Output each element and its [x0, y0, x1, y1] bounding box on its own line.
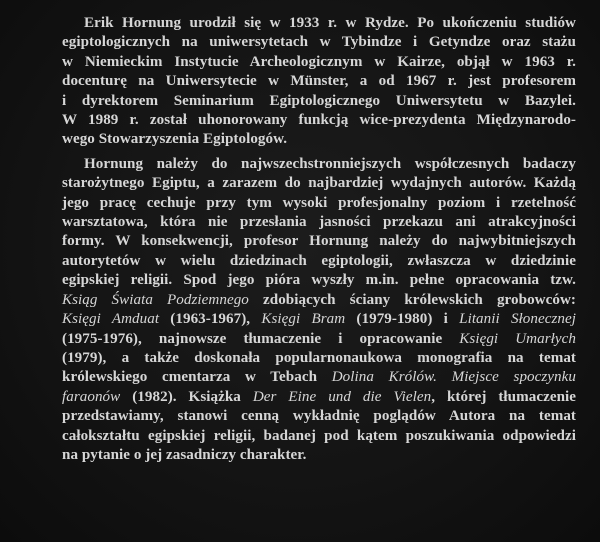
text-line: W 1989 r. został uhonorowany funkcją wice-prezydenta Międzynarodo-: [62, 112, 576, 129]
text-line: jego pracę cechuje przy tym wysoki profesjonalny poziom i rzetelność: [62, 194, 576, 211]
text-line: przedstawiamy, stanowi cenną wykładnię poglądów Autora na temat: [62, 408, 576, 425]
paragraph-biography: [62, 14, 576, 150]
text-line: wego Stowarzyszenia Egiptologów.: [62, 131, 288, 148]
text-line: na pytanie o jej zasadniczy charakter.: [62, 446, 307, 463]
text-line: całokształtu egipskiej religii, badanej pod kątem poszukiwania odpowiedzi: [62, 427, 576, 444]
text-line: Księgi Amduat (1963-1967), Księgi Bram (1979-1980) i Litanii Słonecznej: [62, 311, 577, 328]
text-line: królewskiego cmentarza w Tebach Dolina Królów. Miejsce spoczynku: [62, 369, 577, 386]
text-line: warsztatowa, która nie przesłania jasności przekazu ani atrakcyjności: [62, 214, 576, 231]
text-line: autorytetów w wielu dziedzinach egiptologii, zwłaszcza w dziedzinie: [62, 252, 576, 269]
text-line: Hornung należy do najwszechstronniejszych współczesnych badaczy: [84, 155, 576, 172]
text-line: (1979), a także doskonała popularnonaukowa monografia na temat: [62, 349, 576, 366]
text-line: Ksiąg Świata Podziemnego zdobiących ściany królewskich grobowców:: [62, 291, 576, 308]
text-line: egipskiej religii. Spod jego pióra wyszły m.in. pełne opracowania tzw.: [62, 272, 576, 289]
text-line: egiptologicznych na uniwersytetach w Tybindze i Getyndze oraz stażu: [62, 34, 576, 51]
text-line: w Niemieckim Instytucie Archeologicznym w Kairze, objął w 1963 r.: [62, 53, 576, 70]
text-line: starożytnego Egiptu, a zarazem do najbardziej wydajnych autorów. Każdą: [62, 175, 576, 192]
text-line: formy. W konsekwencji, profesor Hornung należy do najwybitniejszych: [62, 233, 576, 250]
text-line: i dyrektorem Seminarium Egiptologicznego Uniwersytetu w Bazylei.: [62, 92, 576, 109]
book-blurb: [62, 14, 576, 465]
text-line: docenturę na Uniwersytecie w Münster, a od 1967 r. jest profesorem: [62, 73, 576, 90]
text-line: (1975-1976), najnowsze tłumaczenie i opracowanie Księgi Umarłych: [62, 330, 576, 347]
text-line: faraonów (1982). Książka Der Eine und die Vielen, której tłumaczenie: [62, 388, 577, 405]
paragraph-work: [62, 155, 576, 466]
text-line: Erik Hornung urodził się w 1933 r. w Rydze. Po ukończeniu studiów: [84, 15, 576, 31]
